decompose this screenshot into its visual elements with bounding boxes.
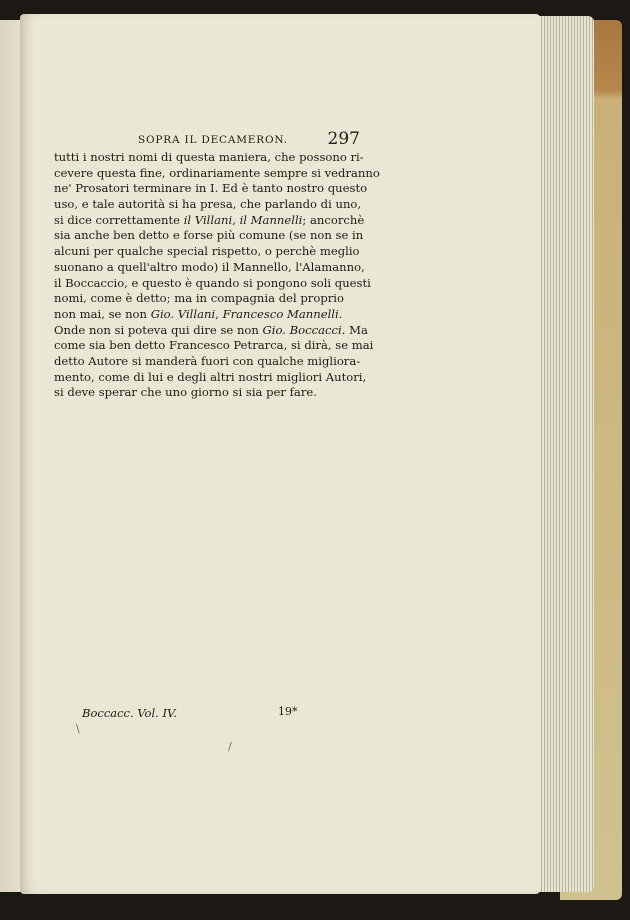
text-line: suonano a quell'altro modo) il Mannello, l'Alamanno, xyxy=(54,259,365,274)
text-line: si deve sperar che uno giorno si sia per fare. xyxy=(54,385,317,400)
text-line: mento, come di lui e degli altri nostri migliori Autori, xyxy=(54,369,367,384)
text-line: ne' Prosatori terminare in I. Ed è tanto nostro questo xyxy=(54,181,368,196)
signature-mark: 19* xyxy=(278,705,298,718)
volume-signature: Boccacc. Vol. IV. xyxy=(82,706,177,720)
running-head: SOPRA IL DECAMERON. xyxy=(138,134,288,146)
signature-line xyxy=(82,706,342,724)
text-line: cevere questa fine, ordinariamente sempre si vedranno xyxy=(54,165,380,180)
stray-mark: \ xyxy=(76,722,80,735)
page-number: 297 xyxy=(327,129,360,149)
text-line: il Boccaccio, e questo è quando si pongono soli questi xyxy=(54,275,371,290)
text-line: sia anche ben detto e forse più comune (se non se in xyxy=(54,228,364,243)
text-line: Onde non si poteva qui dire se non Gio. Boccacci. Ma xyxy=(54,322,368,337)
text-line: come sia ben detto Francesco Petrarca, si dirà, se mai xyxy=(54,338,374,353)
text-line: detto Autore si manderà fuori con qualche migliora- xyxy=(54,353,361,368)
text-line: si dice correttamente il Villani, il Mannelli; ancorchè xyxy=(54,212,365,227)
text-line: uso, e tale autorità si ha presa, che parlando di uno, xyxy=(54,197,362,212)
text-line: alcuni per qualche special rispetto, o perchè meglio xyxy=(54,244,360,259)
page-header xyxy=(138,129,360,149)
stray-mark: / xyxy=(228,740,232,753)
text-line: non mai, se non Gio. Villani, Francesco Mannelli. xyxy=(54,306,343,321)
text-line: nomi, come è detto; ma in compagnia del proprio xyxy=(54,291,344,306)
text-line: tutti i nostri nomi di questa maniera, che possono ri- xyxy=(54,150,364,164)
body-text xyxy=(54,150,380,401)
